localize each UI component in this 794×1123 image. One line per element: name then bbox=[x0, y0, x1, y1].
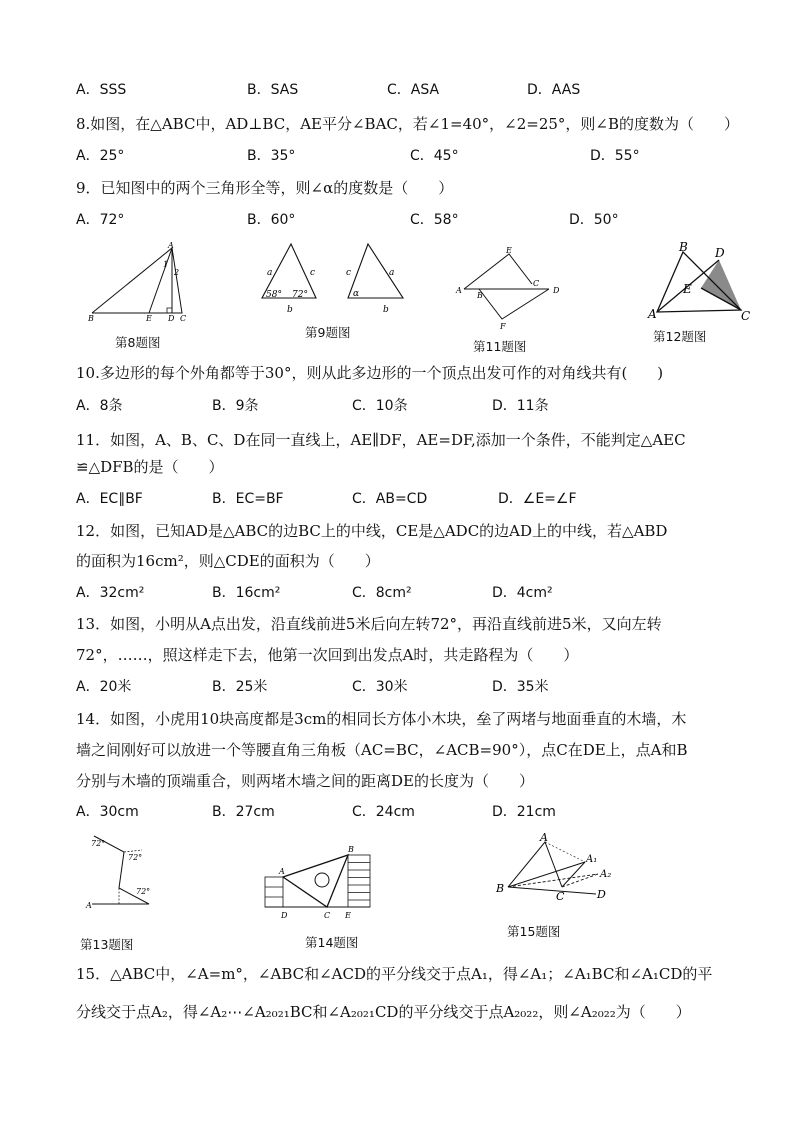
fig11-label-c: C bbox=[533, 279, 540, 288]
q11-option-d: D．∠E=∠F bbox=[498, 491, 577, 507]
q13-option-c: C．30米 bbox=[352, 679, 408, 695]
fig8-angle-1: 1 bbox=[163, 260, 169, 269]
q12-stem-line1: 12．如图，已知AD是△ABC的边BC上的中线，CE是△ADC的边AD上的中线，若△ABD bbox=[76, 522, 668, 540]
fig13-caption: 第13题图 bbox=[80, 937, 134, 952]
q9-option-a: A．72° bbox=[76, 212, 125, 228]
q8-option-a: A．25° bbox=[76, 148, 125, 164]
fig12-label-a: A bbox=[648, 307, 657, 321]
q10-option-b: B．9条 bbox=[212, 398, 259, 414]
fig13-angle-1: 72° bbox=[91, 839, 106, 848]
fig8-caption: 第8题图 bbox=[115, 335, 161, 350]
q12-option-b: B．16cm² bbox=[212, 585, 281, 601]
fig14-label-e: E bbox=[345, 911, 351, 920]
fig11-label-f: F bbox=[500, 322, 506, 331]
fig11-label-b: B bbox=[477, 291, 483, 300]
q10-stem: 10.多边形的每个外角都等于30°，则从此多边形的一个顶点出发可作的对角线共有( ) bbox=[76, 364, 664, 382]
fig15-label-a1: A₁ bbox=[586, 854, 598, 865]
q9-option-b: B．60° bbox=[247, 212, 296, 228]
q7-option-b: B．SAS bbox=[247, 82, 299, 98]
fig9-label-a-left: a bbox=[267, 268, 273, 278]
fig14-label-a: A bbox=[279, 867, 285, 876]
q14-option-b: B．27cm bbox=[212, 804, 275, 820]
figure-12 bbox=[645, 240, 755, 325]
fig15-label-a: A bbox=[540, 831, 548, 844]
fig11-caption: 第11题图 bbox=[473, 339, 527, 354]
fig8-label-d: D bbox=[168, 314, 175, 323]
fig8-label-c: C bbox=[180, 314, 187, 323]
fig13-label-a: A bbox=[86, 901, 92, 910]
q12-option-c: C．8cm² bbox=[352, 585, 412, 601]
q14-stem-line3: 分别与木墙的顶端重合，则两堵木墙之间的距离DE的长度为（ ） bbox=[76, 772, 534, 790]
fig11-label-e: E bbox=[506, 246, 512, 255]
fig9-angle-alpha: α bbox=[353, 289, 360, 299]
fig14-caption: 第14题图 bbox=[305, 935, 359, 950]
q13-option-a: A．20米 bbox=[76, 679, 132, 695]
q13-option-d: D．35米 bbox=[492, 679, 549, 695]
fig12-label-b: B bbox=[679, 240, 688, 254]
fig15-label-c: C bbox=[556, 890, 565, 903]
q11-stem-line1: 11．如图，A、B、C、D在同一直线上，AE∥DF，AE=DF,添加一个条件，不能判定△AEC bbox=[76, 431, 686, 449]
q13-stem-line2: 72°，……，照这样走下去，他第一次回到出发点A时，共走路程为（ ） bbox=[76, 646, 579, 664]
fig9-caption: 第9题图 bbox=[305, 325, 351, 340]
q12-option-d: D．4cm² bbox=[492, 585, 553, 601]
fig9-angle-72: 72° bbox=[292, 290, 308, 300]
q11-option-a: A．EC∥BF bbox=[76, 491, 143, 507]
figure-8 bbox=[88, 243, 198, 323]
q14-option-c: C．24cm bbox=[352, 804, 415, 820]
q10-option-c: C．10条 bbox=[352, 398, 408, 414]
q8-option-d: D．55° bbox=[590, 148, 640, 164]
fig9-label-b-right: b bbox=[383, 305, 389, 315]
fig8-angle-2: 2 bbox=[174, 268, 180, 277]
figure-9 bbox=[258, 240, 408, 315]
fig15-label-d: D bbox=[597, 888, 606, 901]
q7-option-d: D．AAS bbox=[527, 82, 581, 98]
fig12-label-d: D bbox=[715, 246, 725, 260]
fig8-label-e: E bbox=[146, 314, 152, 323]
q14-option-a: A．30cm bbox=[76, 804, 139, 820]
q13-option-b: B．25米 bbox=[212, 679, 268, 695]
fig15-label-a2: A₂ bbox=[600, 869, 612, 880]
fig15-label-b: B bbox=[496, 882, 505, 895]
fig12-label-c: C bbox=[741, 309, 751, 323]
fig8-label-b: B bbox=[88, 314, 94, 323]
q9-stem: 9．已知图中的两个三角形全等，则∠α的度数是（ ） bbox=[76, 179, 454, 197]
fig8-label-a: A bbox=[168, 241, 174, 250]
q15-stem-line2: 分线交于点A₂，得∠A₂⋯∠A₂₀₂₁BC和∠A₂₀₂₁CD的平分线交于点A₂₀₂₂，则∠A₂₀₂₂为（ ） bbox=[76, 1003, 691, 1021]
fig9-label-a-right: a bbox=[389, 268, 395, 278]
figure-14 bbox=[262, 840, 382, 925]
fig14-label-d: D bbox=[281, 911, 288, 920]
fig9-label-c-right: c bbox=[346, 268, 352, 278]
q7-option-a: A．SSS bbox=[76, 82, 127, 98]
fig12-label-e: E bbox=[683, 282, 692, 296]
figure-15 bbox=[490, 832, 630, 912]
q14-option-d: D．21cm bbox=[492, 804, 556, 820]
q8-option-b: B．35° bbox=[247, 148, 296, 164]
q15-stem-line1: 15．△ABC中，∠A=m°，∠ABC和∠ACD的平分线交于点A₁，得∠A₁；∠A₁BC和∠A₁CD的平 bbox=[76, 965, 713, 983]
q10-option-d: D．11条 bbox=[492, 398, 549, 414]
figure-13 bbox=[84, 832, 164, 912]
figure-11 bbox=[452, 244, 572, 334]
fig15-caption: 第15题图 bbox=[507, 924, 561, 939]
fig12-caption: 第12题图 bbox=[653, 329, 707, 344]
q9-option-c: C．58° bbox=[410, 212, 459, 228]
fig9-angle-58: 58° bbox=[266, 290, 282, 300]
q13-stem-line1: 13．如图，小明从A点出发，沿直线前进5米后向左转72°，再沿直线前进5米，又向左转 bbox=[76, 615, 662, 633]
fig14-label-b: B bbox=[348, 845, 354, 854]
q14-stem-line1: 14．如图，小虎用10块高度都是3cm的相同长方体小木块，垒了两堵与地面垂直的木墙，木 bbox=[76, 710, 687, 728]
fig13-angle-3: 72° bbox=[136, 887, 151, 896]
fig9-label-c-left: c bbox=[310, 268, 316, 278]
fig9-label-b-left: b bbox=[287, 305, 293, 315]
q7-option-c: C．ASA bbox=[387, 82, 440, 98]
q10-option-a: A．8条 bbox=[76, 398, 123, 414]
fig11-label-d: D bbox=[553, 286, 560, 295]
q8-stem: 8.如图，在△ABC中，AD⊥BC，AE平分∠BAC，若∠1=40°，∠2=25°，则∠B的度数为（ ） bbox=[76, 115, 740, 133]
q11-stem-line2: ≌△DFB的是（ ） bbox=[76, 458, 224, 476]
q12-stem-line2: 的面积为16cm²，则△CDE的面积为（ ） bbox=[76, 552, 380, 570]
q14-stem-line2: 墙之间刚好可以放进一个等腰直角三角板（AC=BC，∠ACB=90°），点C在DE上，点A和B bbox=[76, 741, 688, 759]
q12-option-a: A．32cm² bbox=[76, 585, 145, 601]
fig14-label-c: C bbox=[324, 911, 331, 920]
fig13-angle-2: 72° bbox=[128, 853, 143, 862]
q8-option-c: C．45° bbox=[410, 148, 459, 164]
q9-option-d: D．50° bbox=[569, 212, 619, 228]
q11-option-c: C．AB=CD bbox=[352, 491, 428, 507]
q11-option-b: B．EC=BF bbox=[212, 491, 284, 507]
fig11-label-a: A bbox=[456, 286, 462, 295]
